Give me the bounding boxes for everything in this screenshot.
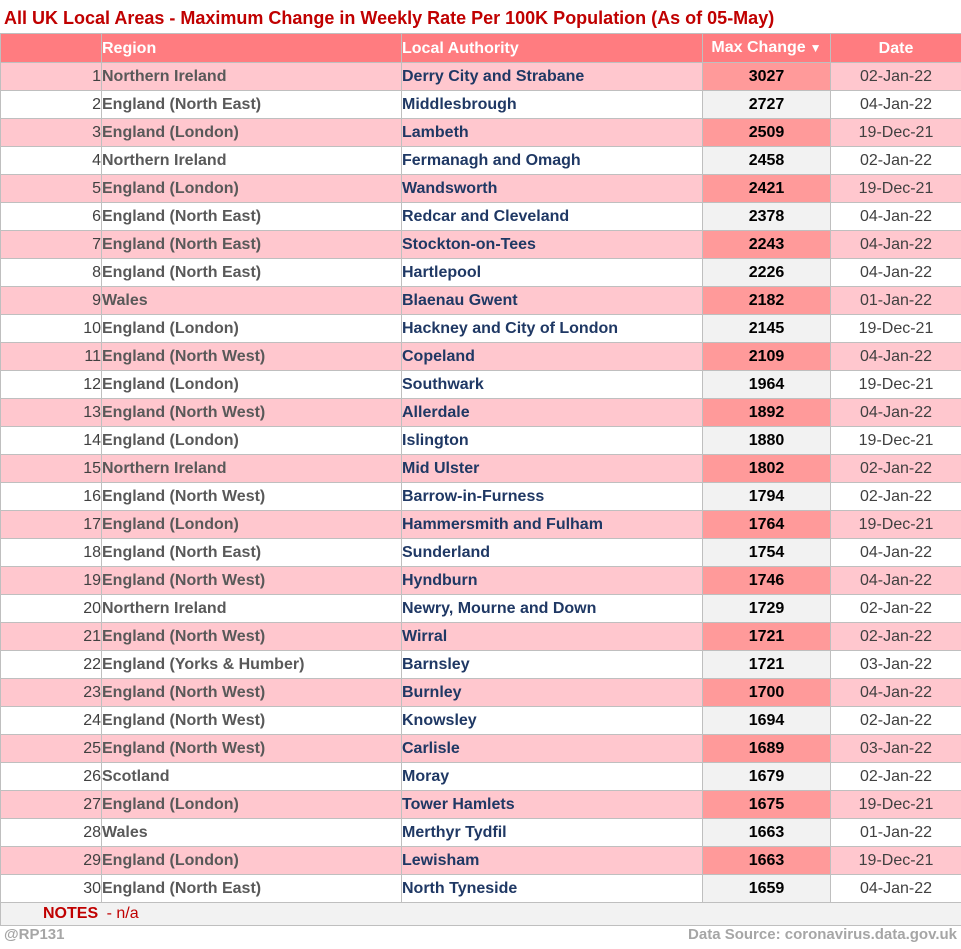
cell-max-change: 1663 xyxy=(703,847,831,875)
cell-date: 02-Jan-22 xyxy=(831,623,961,651)
cell-max-change: 1689 xyxy=(703,735,831,763)
cell-max-change: 2458 xyxy=(703,147,831,175)
table-row[interactable] xyxy=(1,399,961,427)
cell-date: 04-Jan-22 xyxy=(831,231,961,259)
cell-local-authority: North Tyneside xyxy=(402,875,703,903)
table-row[interactable] xyxy=(1,427,961,455)
cell-region: England (North West) xyxy=(102,343,402,371)
cell-rank: 12 xyxy=(1,371,102,399)
cell-rank: 3 xyxy=(1,119,102,147)
table-row[interactable] xyxy=(1,595,961,623)
table-row[interactable] xyxy=(1,679,961,707)
table-row[interactable] xyxy=(1,791,961,819)
cell-region: England (North West) xyxy=(102,679,402,707)
table-row[interactable] xyxy=(1,63,961,91)
cell-date: 03-Jan-22 xyxy=(831,651,961,679)
cell-date: 04-Jan-22 xyxy=(831,259,961,287)
cell-max-change: 2727 xyxy=(703,91,831,119)
cell-region: England (North West) xyxy=(102,623,402,651)
cell-max-change: 2145 xyxy=(703,315,831,343)
cell-region: England (London) xyxy=(102,371,402,399)
cell-rank: 4 xyxy=(1,147,102,175)
cell-date: 19-Dec-21 xyxy=(831,175,961,203)
cell-rank: 25 xyxy=(1,735,102,763)
cell-rank: 9 xyxy=(1,287,102,315)
cell-max-change: 1892 xyxy=(703,399,831,427)
cell-region: England (North East) xyxy=(102,539,402,567)
cell-date: 04-Jan-22 xyxy=(831,343,961,371)
cell-local-authority: Hyndburn xyxy=(402,567,703,595)
cell-local-authority: Sunderland xyxy=(402,539,703,567)
cell-local-authority: Hammersmith and Fulham xyxy=(402,511,703,539)
cell-max-change: 1679 xyxy=(703,763,831,791)
table-row[interactable] xyxy=(1,847,961,875)
cell-max-change: 1729 xyxy=(703,595,831,623)
cell-max-change: 1746 xyxy=(703,567,831,595)
footer-author: @RP131 xyxy=(4,926,65,943)
cell-local-authority: Copeland xyxy=(402,343,703,371)
cell-region: England (North West) xyxy=(102,707,402,735)
cell-region: England (Yorks & Humber) xyxy=(102,651,402,679)
cell-rank: 18 xyxy=(1,539,102,567)
cell-local-authority: Merthyr Tydfil xyxy=(402,819,703,847)
cell-date: 02-Jan-22 xyxy=(831,455,961,483)
cell-date: 02-Jan-22 xyxy=(831,63,961,91)
cell-region: England (North East) xyxy=(102,203,402,231)
cell-rank: 28 xyxy=(1,819,102,847)
table-row[interactable] xyxy=(1,511,961,539)
cell-local-authority: Burnley xyxy=(402,679,703,707)
cell-max-change: 1802 xyxy=(703,455,831,483)
cell-date: 04-Jan-22 xyxy=(831,399,961,427)
cell-region: England (North West) xyxy=(102,567,402,595)
cell-region: Northern Ireland xyxy=(102,595,402,623)
table-row[interactable] xyxy=(1,539,961,567)
cell-max-change: 2182 xyxy=(703,287,831,315)
cell-local-authority: Southwark xyxy=(402,371,703,399)
cell-rank: 11 xyxy=(1,343,102,371)
cell-local-authority: Middlesbrough xyxy=(402,91,703,119)
cell-local-authority: Redcar and Cleveland xyxy=(402,203,703,231)
table-row[interactable] xyxy=(1,119,961,147)
cell-local-authority: Allerdale xyxy=(402,399,703,427)
cell-max-change: 1964 xyxy=(703,371,831,399)
footer-source: Data Source: coronavirus.data.gov.uk xyxy=(688,926,957,943)
header-max-change-label: Max Change xyxy=(711,39,806,56)
cell-max-change: 1700 xyxy=(703,679,831,707)
cell-region: England (North East) xyxy=(102,91,402,119)
cell-rank: 13 xyxy=(1,399,102,427)
cell-region: England (North East) xyxy=(102,875,402,903)
cell-local-authority: Blaenau Gwent xyxy=(402,287,703,315)
cell-region: Northern Ireland xyxy=(102,147,402,175)
cell-date: 19-Dec-21 xyxy=(831,427,961,455)
table-row[interactable] xyxy=(1,259,961,287)
cell-region: England (North East) xyxy=(102,231,402,259)
cell-date: 19-Dec-21 xyxy=(831,791,961,819)
cell-local-authority: Carlisle xyxy=(402,735,703,763)
cell-max-change: 1764 xyxy=(703,511,831,539)
notes-text: - n/a xyxy=(106,905,139,922)
cell-date: 02-Jan-22 xyxy=(831,483,961,511)
cell-date: 19-Dec-21 xyxy=(831,371,961,399)
cell-rank: 17 xyxy=(1,511,102,539)
cell-region: England (North West) xyxy=(102,483,402,511)
cell-local-authority: Fermanagh and Omagh xyxy=(402,147,703,175)
table-row[interactable] xyxy=(1,91,961,119)
header-row xyxy=(1,34,961,63)
cell-max-change: 2109 xyxy=(703,343,831,371)
cell-local-authority: Wandsworth xyxy=(402,175,703,203)
cell-local-authority: Lambeth xyxy=(402,119,703,147)
cell-region: England (North West) xyxy=(102,735,402,763)
cell-rank: 30 xyxy=(1,875,102,903)
cell-local-authority: Knowsley xyxy=(402,707,703,735)
cell-local-authority: Stockton-on-Tees xyxy=(402,231,703,259)
cell-region: Scotland xyxy=(102,763,402,791)
cell-local-authority: Wirral xyxy=(402,623,703,651)
header-rank xyxy=(1,34,102,63)
table-row[interactable] xyxy=(1,371,961,399)
cell-rank: 14 xyxy=(1,427,102,455)
cell-date: 01-Jan-22 xyxy=(831,819,961,847)
table-row[interactable] xyxy=(1,763,961,791)
table-row[interactable] xyxy=(1,483,961,511)
page-title: All UK Local Areas - Maximum Change in Weekly Rate Per 100K Population (As of 05-May) xyxy=(4,8,775,28)
cell-rank: 10 xyxy=(1,315,102,343)
cell-region: England (London) xyxy=(102,511,402,539)
cell-rank: 19 xyxy=(1,567,102,595)
cell-max-change: 1675 xyxy=(703,791,831,819)
table-row[interactable] xyxy=(1,623,961,651)
cell-max-change: 2509 xyxy=(703,119,831,147)
cell-rank: 22 xyxy=(1,651,102,679)
table-row[interactable] xyxy=(1,231,961,259)
header-region[interactable]: Region xyxy=(102,34,402,63)
cell-region: England (North West) xyxy=(102,399,402,427)
cell-rank: 1 xyxy=(1,63,102,91)
cell-date: 04-Jan-22 xyxy=(831,875,961,903)
cell-local-authority: Hartlepool xyxy=(402,259,703,287)
table-row[interactable] xyxy=(1,343,961,371)
cell-rank: 26 xyxy=(1,763,102,791)
cell-max-change: 2421 xyxy=(703,175,831,203)
table-row[interactable] xyxy=(1,287,961,315)
cell-rank: 24 xyxy=(1,707,102,735)
cell-region: Wales xyxy=(102,819,402,847)
cell-local-authority: Derry City and Strabane xyxy=(402,63,703,91)
cell-max-change: 2243 xyxy=(703,231,831,259)
header-max-change[interactable] xyxy=(703,34,831,63)
cell-max-change: 1663 xyxy=(703,819,831,847)
cell-region: England (London) xyxy=(102,119,402,147)
cell-rank: 20 xyxy=(1,595,102,623)
cell-rank: 23 xyxy=(1,679,102,707)
cell-region: England (London) xyxy=(102,427,402,455)
table-row[interactable] xyxy=(1,707,961,735)
cell-max-change: 1880 xyxy=(703,427,831,455)
table-row[interactable] xyxy=(1,735,961,763)
cell-region: Wales xyxy=(102,287,402,315)
cell-rank: 15 xyxy=(1,455,102,483)
table-row[interactable] xyxy=(1,315,961,343)
table-row[interactable] xyxy=(1,147,961,175)
cell-max-change: 1659 xyxy=(703,875,831,903)
cell-date: 02-Jan-22 xyxy=(831,763,961,791)
table-row[interactable] xyxy=(1,875,961,903)
cell-date: 04-Jan-22 xyxy=(831,679,961,707)
cell-rank: 7 xyxy=(1,231,102,259)
cell-local-authority: Islington xyxy=(402,427,703,455)
cell-region: England (North East) xyxy=(102,259,402,287)
sort-descending-icon[interactable]: ▼ xyxy=(809,41,822,55)
cell-rank: 2 xyxy=(1,91,102,119)
cell-date: 19-Dec-21 xyxy=(831,511,961,539)
cell-local-authority: Tower Hamlets xyxy=(402,791,703,819)
header-date[interactable]: Date xyxy=(831,34,961,63)
cell-date: 04-Jan-22 xyxy=(831,91,961,119)
cell-max-change: 1721 xyxy=(703,651,831,679)
cell-region: England (London) xyxy=(102,791,402,819)
cell-rank: 29 xyxy=(1,847,102,875)
cell-region: England (London) xyxy=(102,847,402,875)
cell-date: 02-Jan-22 xyxy=(831,707,961,735)
cell-local-authority: Barrow-in-Furness xyxy=(402,483,703,511)
cell-date: 02-Jan-22 xyxy=(831,595,961,623)
cell-date: 19-Dec-21 xyxy=(831,119,961,147)
cell-date: 02-Jan-22 xyxy=(831,147,961,175)
cell-max-change: 3027 xyxy=(703,63,831,91)
cell-rank: 16 xyxy=(1,483,102,511)
cell-region: England (London) xyxy=(102,175,402,203)
notes-cell xyxy=(1,903,961,926)
table-row[interactable] xyxy=(1,455,961,483)
cell-max-change: 2378 xyxy=(703,203,831,231)
cell-max-change: 2226 xyxy=(703,259,831,287)
cell-local-authority: Newry, Mourne and Down xyxy=(402,595,703,623)
cell-max-change: 1694 xyxy=(703,707,831,735)
table-row[interactable] xyxy=(1,203,961,231)
cell-rank: 21 xyxy=(1,623,102,651)
cell-date: 04-Jan-22 xyxy=(831,539,961,567)
cell-max-change: 1794 xyxy=(703,483,831,511)
cell-rank: 8 xyxy=(1,259,102,287)
cell-rank: 27 xyxy=(1,791,102,819)
table-row[interactable] xyxy=(1,567,961,595)
cell-region: England (London) xyxy=(102,315,402,343)
header-local-authority[interactable]: Local Authority xyxy=(402,34,703,63)
notes-row xyxy=(1,903,961,926)
cell-local-authority: Lewisham xyxy=(402,847,703,875)
cell-date: 03-Jan-22 xyxy=(831,735,961,763)
cell-local-authority: Hackney and City of London xyxy=(402,315,703,343)
cell-rank: 5 xyxy=(1,175,102,203)
cell-max-change: 1721 xyxy=(703,623,831,651)
table-body xyxy=(1,63,961,903)
table-row[interactable] xyxy=(1,175,961,203)
cell-local-authority: Moray xyxy=(402,763,703,791)
notes-label: NOTES xyxy=(43,905,99,922)
table-row[interactable] xyxy=(1,819,961,847)
table-row[interactable] xyxy=(1,651,961,679)
cell-region: Northern Ireland xyxy=(102,455,402,483)
cell-date: 01-Jan-22 xyxy=(831,287,961,315)
cell-max-change: 1754 xyxy=(703,539,831,567)
data-table xyxy=(0,33,961,926)
cell-date: 04-Jan-22 xyxy=(831,203,961,231)
cell-date: 19-Dec-21 xyxy=(831,847,961,875)
cell-region: Northern Ireland xyxy=(102,63,402,91)
cell-date: 04-Jan-22 xyxy=(831,567,961,595)
cell-date: 19-Dec-21 xyxy=(831,315,961,343)
cell-rank: 6 xyxy=(1,203,102,231)
cell-local-authority: Barnsley xyxy=(402,651,703,679)
cell-local-authority: Mid Ulster xyxy=(402,455,703,483)
